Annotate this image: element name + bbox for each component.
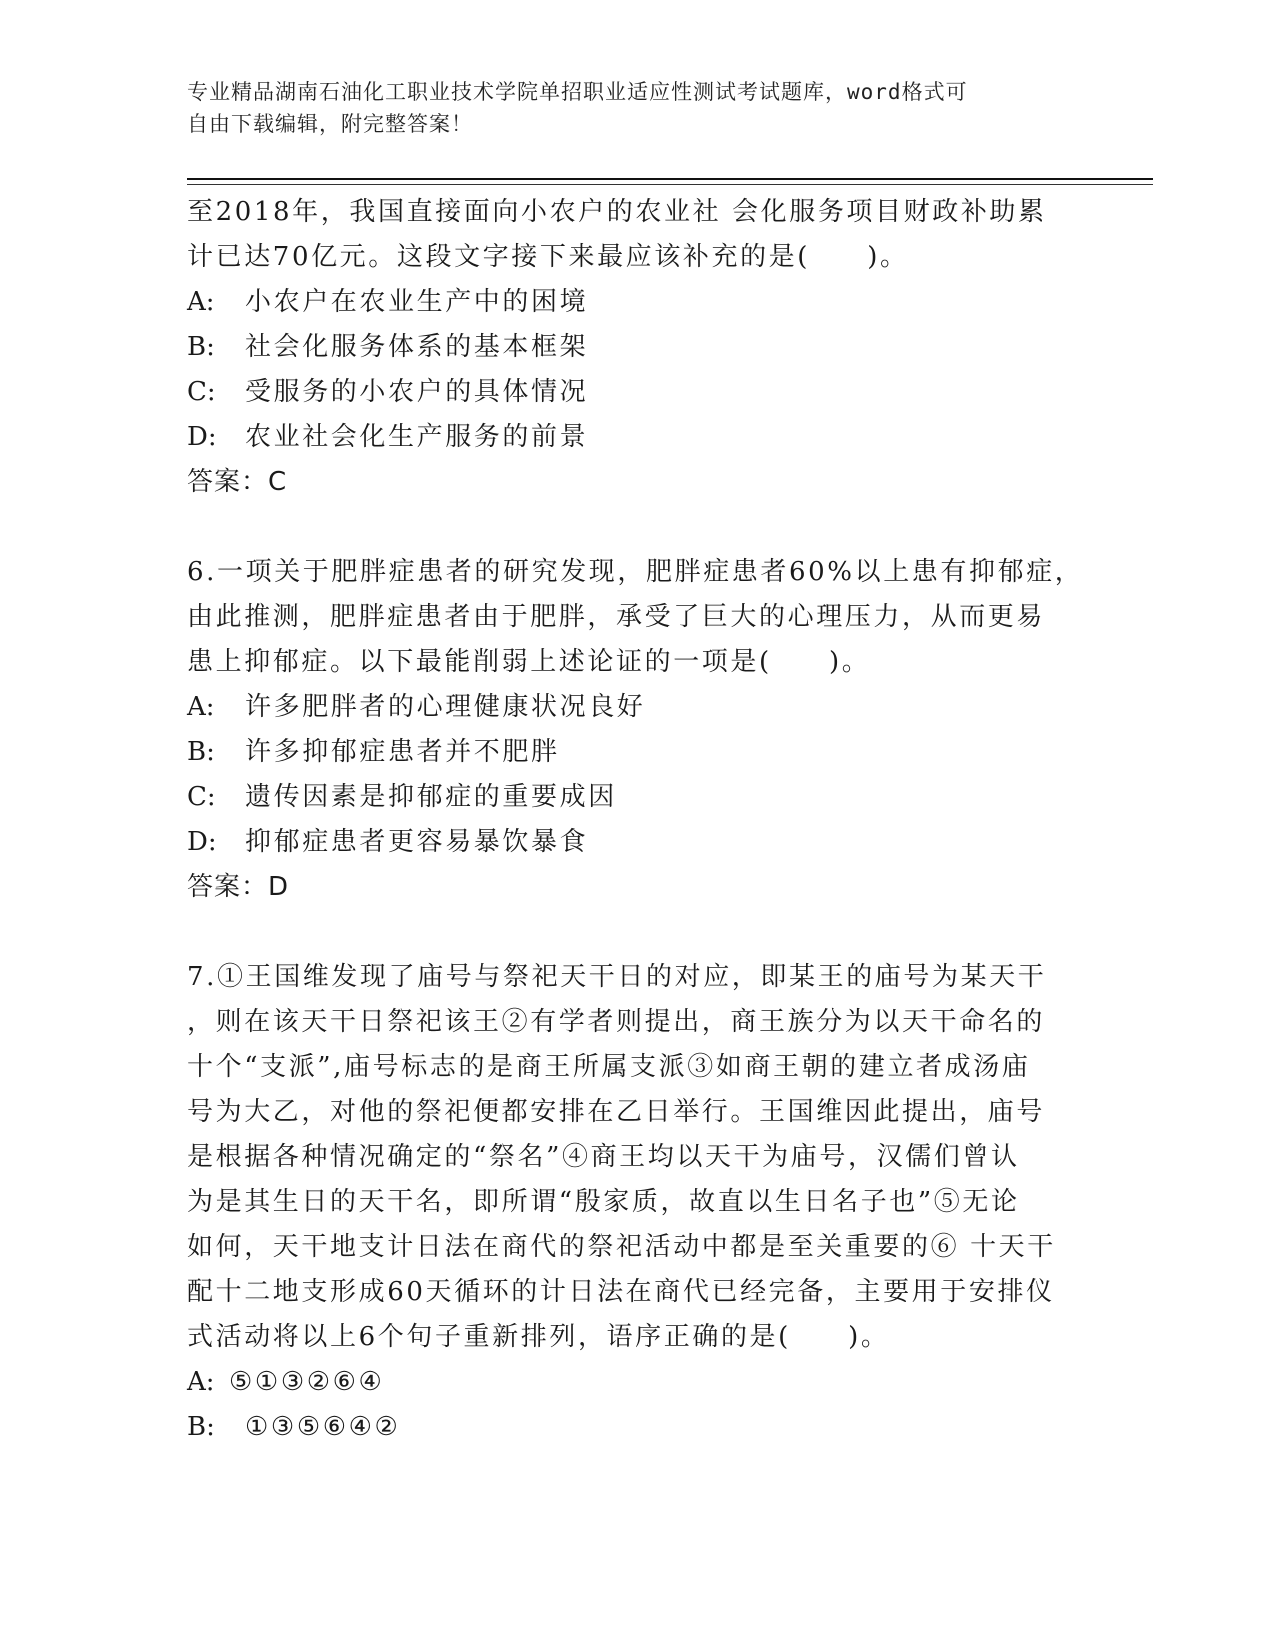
question-stem-line: 7.①王国维发现了庙号与祭祀天干日的对应，即某王的庙号为某天干 <box>187 962 1047 992</box>
option-letter: C: <box>187 377 216 407</box>
question-stem-line: 式活动将以上6个句子重新排列，语序正确的是( )。 <box>187 1322 890 1352</box>
question-block <box>187 955 1087 1450</box>
option-letter: A: <box>187 1367 215 1397</box>
question-stem-line: 如何，天干地支计日法在商代的祭祀活动中都是至关重要的⑥ 十天干 <box>187 1232 1056 1262</box>
option-b <box>187 1405 1087 1450</box>
option-text: 许多肥胖者的心理健康状况良好 <box>245 692 646 722</box>
option-a <box>187 1360 1087 1405</box>
question-stem-line: 由此推测，肥胖症患者由于肥胖，承受了巨大的心理压力，从而更易 <box>187 602 1046 632</box>
option-c <box>187 775 1087 820</box>
option-text: 小农户在农业生产中的困境 <box>245 287 589 317</box>
document-header <box>187 76 1067 140</box>
spacer <box>187 505 1087 550</box>
question-stem-line: 十个“支派”,庙号标志的是商王所属支派③如商王朝的建立者成汤庙 <box>187 1052 1031 1082</box>
header-divider-thick <box>187 178 1153 180</box>
question-stem-line: 6.一项关于肥胖症患者的研究发现，肥胖症患者60%以上患有抑郁症， <box>187 557 1084 587</box>
question-stem-line: ，则在该天干日祭祀该王②有学者则提出，商王族分为以天干命名的 <box>187 1007 1046 1037</box>
header-line-1: 专业精品湖南石油化工职业技术学院单招职业适应性测试考试题库，word格式可 <box>187 80 968 104</box>
option-b <box>187 325 1087 370</box>
question-stem-line: 计已达70亿元。这段文字接下来最应该补充的是( )。 <box>187 242 909 272</box>
option-letter: A: <box>187 692 215 722</box>
spacer <box>187 910 1087 955</box>
option-d <box>187 820 1087 865</box>
question-stem-line: 号为大乙，对他的祭祀便都安排在乙日举行。王国维因此提出，庙号 <box>187 1097 1046 1127</box>
option-text: 受服务的小农户的具体情况 <box>245 377 589 407</box>
question-block <box>187 550 1087 910</box>
option-letter: B: <box>187 737 215 767</box>
option-text: 遗传因素是抑郁症的重要成因 <box>245 782 617 812</box>
option-letter: D: <box>187 827 217 857</box>
option-text: 农业社会化生产服务的前景 <box>245 422 589 452</box>
question-stem-line: 患上抑郁症。以下最能削弱上述论证的一项是( )。 <box>187 647 871 677</box>
option-letter: A: <box>187 287 215 317</box>
question-stem-line: 是根据各种情况确定的“祭名”④商王均以天干为庙号，汉儒们曾认 <box>187 1142 1020 1172</box>
option-letter: B: <box>187 332 215 362</box>
question-list <box>187 190 1087 1450</box>
question-stem-line: 至2018年，我国直接面向小农户的农业社 会化服务项目财政补助累 <box>187 197 1047 227</box>
question-stem-line: 为是其生日的天干名，即所谓“殷家质，故直以生日名子也”⑤无论 <box>187 1187 1020 1217</box>
answer-line: 答案：D <box>187 872 290 902</box>
option-c <box>187 370 1087 415</box>
option-letter: B: <box>187 1412 215 1442</box>
option-text: ⑤①③②⑥④ <box>229 1367 385 1397</box>
header-line-2: 自由下载编辑，附完整答案！ <box>187 112 473 136</box>
option-text: 抑郁症患者更容易暴饮暴食 <box>245 827 589 857</box>
option-text: ①③⑤⑥④② <box>245 1412 401 1442</box>
header-divider-thin <box>187 184 1153 185</box>
option-letter: D: <box>187 422 217 452</box>
option-a <box>187 685 1087 730</box>
option-a <box>187 280 1087 325</box>
question-stem-line: 配十二地支形成60天循环的计日法在商代已经完备，主要用于安排仪 <box>187 1277 1055 1307</box>
answer-line: 答案：C <box>187 467 288 497</box>
option-d <box>187 415 1087 460</box>
option-b <box>187 730 1087 775</box>
question-block <box>187 190 1087 505</box>
option-text: 社会化服务体系的基本框架 <box>245 332 589 362</box>
option-text: 许多抑郁症患者并不肥胖 <box>245 737 560 767</box>
option-letter: C: <box>187 782 216 812</box>
